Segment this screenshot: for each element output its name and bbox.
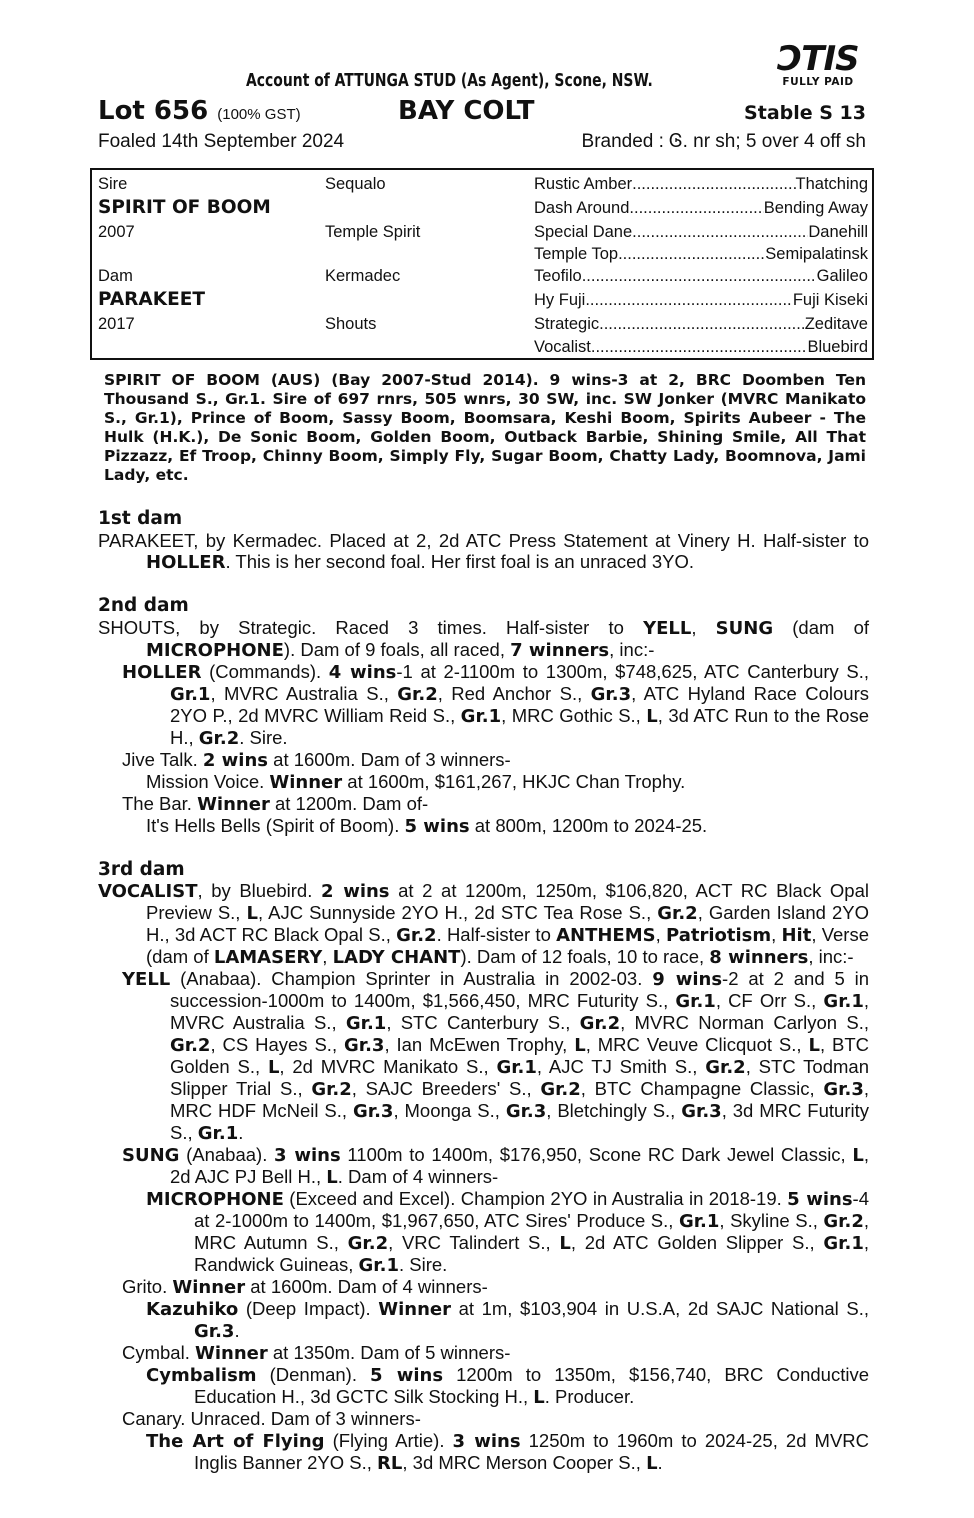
bold-run: 5 wins xyxy=(787,1189,853,1211)
text-run: Mission Voice. xyxy=(146,770,270,792)
produce-entry xyxy=(98,1342,869,1364)
bold-run: L xyxy=(808,1035,820,1057)
bold-run: Gr.3 xyxy=(344,1035,385,1057)
gg-right: Bending Away xyxy=(763,199,868,217)
text-run: , Red Anchor S., xyxy=(437,682,591,704)
bold-run: Gr.2 xyxy=(540,1079,581,1101)
bold-run: Gr.2 xyxy=(347,1233,389,1255)
text-run: , inc:- xyxy=(808,946,854,968)
text-run: Cymbal. xyxy=(122,1342,195,1364)
gg-right: Bluebird xyxy=(807,338,868,356)
bold-run: L xyxy=(646,1452,658,1474)
text-run: , SAJC Breeders' S., xyxy=(351,1078,541,1100)
text-run: Jive Talk. xyxy=(122,748,203,770)
bold-run: L xyxy=(574,1035,586,1057)
bold-run: L xyxy=(326,1167,338,1189)
bold-run: 2 wins xyxy=(202,749,269,771)
text-run: , Ian McEwen Trophy, xyxy=(384,1034,575,1056)
bold-run: RL xyxy=(377,1452,403,1474)
account-line: Account of ATTUNGA STUD (As Agent), Scone, NSW. xyxy=(246,70,653,91)
text-run: , AJC Sunnyside 2YO H., 2d STC Tea Rose S., xyxy=(257,902,658,924)
dot-leader xyxy=(599,313,805,335)
produce-entry xyxy=(98,815,869,837)
foaled-date: Foaled 14th September 2024 xyxy=(98,131,345,152)
text-run: (Denman). xyxy=(256,1364,371,1386)
bold-run: 7 winners xyxy=(510,639,610,661)
text-run: (Exceed and Excel). Champion 2YO in Australia in 2018-19. xyxy=(283,1188,788,1210)
gg-left: Hy Fuji xyxy=(534,291,586,309)
gst-note: (100% GST) xyxy=(217,106,301,123)
stallion-summary: SPIRIT OF BOOM (AUS) (Bay 2007-Stud 2014). 9 wins-3 at 2, BRC Doomben Ten Thousand S., Gr.1. Sire of 697 rnrs, 505 wnrs, 30 SW, inc. SW Jonker (MVRC Manikato S., Gr.1), Prince of Boom, Sassy Boom, Boomsara, Keshi Boom, Spirits Aubeer - The Hulk (H.K.), De Sonic Boom, Golden Boom, Outback Barbie, Shining Smile, All That Pizzazz, Ef Troop, Chinny Boom, Simply Fly, Sugar Boom, Chatty Lady, Boomnova, Jami Lady, etc. xyxy=(104,371,866,484)
text-run: at 1600m, $161,267, HKJC Chan Trophy. xyxy=(342,770,686,792)
text-run: . Sire. xyxy=(239,726,288,748)
gg-left: Teofilo xyxy=(534,267,582,285)
first-dam-text xyxy=(98,530,869,574)
bold-run: Gr.3 xyxy=(505,1101,547,1123)
bold-run: Gr.3 xyxy=(590,683,632,705)
text-run: , xyxy=(771,924,782,946)
bold-run: Gr.1 xyxy=(358,1255,399,1277)
bold-run: Gr.2 xyxy=(397,683,438,705)
bold-run: Gr.1 xyxy=(823,1233,864,1255)
bold-run: YELL xyxy=(122,969,171,991)
gg-right: Semipalatinsk xyxy=(765,245,868,263)
bold-run: Gr.1 xyxy=(197,1123,239,1145)
text-run: (Anabaa). xyxy=(179,1144,275,1166)
bold-run: 3 wins xyxy=(274,1145,341,1167)
sire-dam: Temple Spirit xyxy=(325,223,421,241)
dot-leader xyxy=(629,197,763,219)
text-run: (Anabaa). Champion Sprinter in Australia in 2002-03. xyxy=(170,968,653,990)
bold-run: L xyxy=(852,1145,864,1167)
bold-run: Gr.3 xyxy=(352,1101,394,1123)
bold-run: 3 wins xyxy=(452,1430,521,1452)
pedigree-table xyxy=(90,168,874,360)
gg-right: Fuji Kiseki xyxy=(792,291,868,309)
lot-label: Lot 656 xyxy=(98,96,209,126)
text-run: , Moonga S., xyxy=(393,1100,506,1122)
bold-run: Gr.3 xyxy=(194,1321,235,1343)
text-run: ). Dam of 12 foals, 10 to race, xyxy=(460,946,710,968)
otis-logo xyxy=(770,39,866,88)
text-run: , Randwick Guineas, xyxy=(194,1232,869,1276)
text-run: -4 at 2-1000m to 1400m, $1,967,650, ATC Sires' Produce S., xyxy=(194,1188,869,1232)
gg-right: Thatching xyxy=(795,175,868,193)
text-run: . Sire. xyxy=(398,1254,448,1276)
text-run: at 1350m. Dam of 5 winners- xyxy=(267,1342,511,1364)
bold-run: L xyxy=(246,903,258,925)
gg-right: Danehill xyxy=(808,223,868,241)
dam-dam: Shouts xyxy=(325,315,377,333)
text-run: , AJC TJ Smith S., xyxy=(536,1056,706,1078)
text-run: , CF Orr S., xyxy=(715,990,824,1012)
bold-run: HOLLER xyxy=(146,552,226,574)
text-run: , by Bluebird. xyxy=(197,880,321,902)
text-run: (Deep Impact). xyxy=(238,1298,379,1320)
text-run: , 3d MRC Merson Cooper S., xyxy=(402,1451,647,1473)
text-run: 1100m to 1400m, $176,950, Scone RC Dark Jewel Classic, xyxy=(340,1144,853,1166)
text-run: , Bletchingly S., xyxy=(546,1100,682,1122)
bold-run: Gr.1 xyxy=(678,1211,720,1233)
bold-run: The Art of Flying xyxy=(146,1430,325,1452)
text-run: -2 at 2 and 5 in succession-1000m to 1400m, $1,566,450, MRC Futurity S., xyxy=(170,968,869,1012)
text-run: ). Dam of 9 foals, all raced, xyxy=(283,638,511,660)
text-run: Canary. Unraced. Dam of 3 winners- xyxy=(122,1408,421,1430)
bold-run: Kazuhiko xyxy=(146,1299,239,1321)
bold-run: 2 wins xyxy=(320,881,390,903)
section-heading: 2nd dam xyxy=(98,595,189,617)
dot-leader xyxy=(585,289,792,311)
dot-leader xyxy=(582,265,817,287)
bold-run: Patriotism xyxy=(665,925,772,947)
gg-row xyxy=(534,173,868,195)
produce-entry xyxy=(98,1188,869,1276)
gg-row xyxy=(534,336,868,358)
bold-run: Gr.3 xyxy=(823,1079,864,1101)
gg-left: Special Dane xyxy=(534,223,633,241)
text-run: , 2d MVRC Manikato S., xyxy=(279,1056,497,1078)
text-run: -1 at 2-1100m to 1300m, $748,625, ATC Canterbury S., xyxy=(396,660,870,682)
text-run: , BTC Champagne Classic, xyxy=(580,1078,824,1100)
gg-row xyxy=(534,221,868,243)
bold-run: VOCALIST xyxy=(98,881,198,903)
gg-left: Dash Around xyxy=(534,199,630,217)
bold-run: HOLLER xyxy=(122,661,202,683)
produce-entry xyxy=(98,968,869,1144)
text-run: It's Hells Bells (Spirit of Boom). xyxy=(146,814,405,836)
second-dam-text xyxy=(98,617,869,661)
gg-left: Rustic Amber xyxy=(534,175,633,193)
text-run: , xyxy=(322,946,333,968)
produce-entry xyxy=(98,1430,869,1474)
bold-run: LADY CHANT xyxy=(332,947,461,969)
bold-run: Gr.2 xyxy=(170,1035,211,1057)
bold-run: Gr.2 xyxy=(396,925,437,947)
gg-left: Temple Top xyxy=(534,245,619,263)
bold-run: Gr.2 xyxy=(579,1013,621,1035)
sire-label: Sire xyxy=(98,175,128,193)
logo-brand: ƆTIS xyxy=(777,39,859,79)
text-run: (Flying Artie). xyxy=(324,1429,453,1451)
gg-right: Zeditave xyxy=(804,315,868,333)
bold-run: Gr.2 xyxy=(198,727,240,749)
bold-run: SUNG xyxy=(122,1145,180,1167)
brand-marks: Branded : Ꮆ. nr sh; 5 over 4 off sh xyxy=(581,131,866,152)
sire-name: SPIRIT OF BOOM xyxy=(98,197,271,218)
text-run: , MRC HDF McNeil S., xyxy=(170,1078,869,1122)
text-run: , 3d MRC Futurity S., xyxy=(170,1100,869,1144)
sire-sire: Sequalo xyxy=(325,175,386,193)
gg-left: Vocalist xyxy=(534,338,591,356)
text-run: , 3d ATC Run to the Rose H., xyxy=(170,704,869,748)
bold-run: Winner xyxy=(378,1299,451,1321)
bold-run: Winner xyxy=(269,771,343,793)
produce-entry xyxy=(98,749,869,771)
text-run: , Skyline S., xyxy=(719,1210,824,1232)
bold-run: L xyxy=(533,1387,545,1409)
lot-sex: BAY COLT xyxy=(398,96,535,126)
dot-leader xyxy=(632,173,795,195)
produce-entry xyxy=(98,1144,869,1188)
bold-run: 4 wins xyxy=(328,661,397,683)
gg-left: Strategic xyxy=(534,315,600,333)
text-run: , MRC Gothic S., xyxy=(501,704,647,726)
third-dam-text xyxy=(98,880,869,968)
text-run: , 2d ATC Golden Slipper S., xyxy=(570,1232,824,1254)
bold-run: Gr.2 xyxy=(311,1079,352,1101)
bold-run: Gr.1 xyxy=(823,991,864,1013)
dam-name: PARAKEET xyxy=(98,289,205,310)
dot-leader xyxy=(618,243,765,265)
logo-subtitle: FULLY PAID xyxy=(782,76,854,88)
text-run: at 1600m. Dam of 4 winners- xyxy=(245,1276,488,1298)
gg-row xyxy=(534,313,868,335)
text-run: SHOUTS, by Strategic. Raced 3 times. Half-sister to xyxy=(98,616,644,638)
text-run: 1200m to 1350m, $156,740, BRC Conductive Education H., 3d GCTC Silk Stocking H., xyxy=(194,1364,869,1408)
sire-year: 2007 xyxy=(98,223,135,241)
bold-run: SUNG xyxy=(715,617,774,639)
text-run: , ATC Hyland Race Colours 2YO P., 2d MVRC William Reid S., xyxy=(170,682,869,726)
bold-run: 5 wins xyxy=(404,815,470,837)
section-heading: 1st dam xyxy=(98,508,183,529)
text-run: . xyxy=(234,1320,240,1342)
text-run: The Bar. xyxy=(122,792,198,814)
text-run: , BTC Golden S., xyxy=(170,1034,869,1078)
bold-run: Winner xyxy=(197,793,270,815)
text-run: . Half-sister to xyxy=(436,924,557,946)
text-run: , xyxy=(691,616,716,638)
text-run: , MVRC Australia S., xyxy=(210,682,398,704)
text-run: at 1200m. Dam of- xyxy=(269,792,429,814)
bold-run: Winner xyxy=(172,1277,246,1299)
gg-row xyxy=(534,197,868,219)
bold-run: MICROPHONE xyxy=(146,639,284,661)
produce-entry xyxy=(98,1298,869,1342)
bold-run: L xyxy=(267,1057,280,1079)
dam-sire: Kermadec xyxy=(325,267,401,285)
bold-run: 9 wins xyxy=(652,969,723,991)
bold-run: LAMASERY xyxy=(213,947,323,969)
bold-run: 5 wins xyxy=(370,1365,444,1387)
bold-run: Gr.2 xyxy=(657,903,698,925)
produce-entry xyxy=(98,1408,869,1430)
dot-leader xyxy=(632,221,808,243)
text-run: . Producer. xyxy=(544,1386,635,1408)
bold-run: Gr.1 xyxy=(170,683,211,705)
text-run: 1250m to 1960m to 2024-25, 2d MVRC Inglis Banner 2YO S., xyxy=(194,1429,870,1473)
stable-number: Stable S 13 xyxy=(744,102,866,124)
text-run: , MRC Autumn S., xyxy=(194,1210,869,1254)
text-run: , MRC Veuve Clicquot S., xyxy=(585,1034,809,1056)
bold-run: Gr.1 xyxy=(675,991,716,1013)
text-run: PARAKEET, by Kermadec. Placed at 2, 2d ATC Press Statement at Vinery H. Half-sister to xyxy=(98,529,869,551)
produce-entry xyxy=(98,1364,869,1408)
text-run: (dam of xyxy=(773,616,870,638)
bold-run: Gr.1 xyxy=(460,705,502,727)
text-run: , VRC Talindert S., xyxy=(388,1232,560,1254)
text-run: at 1m, $103,904 in U.S.A, 2d SAJC National S., xyxy=(450,1298,869,1320)
text-run: , 2d AJC PJ Bell H., xyxy=(170,1144,869,1188)
bold-run: Gr.2 xyxy=(823,1211,864,1233)
text-run: , STC Canterbury S., xyxy=(386,1012,580,1034)
bold-run: Gr.1 xyxy=(345,1013,387,1035)
text-run: at 2 at 1200m, 1250m, $106,820, ACT RC Black Opal Preview S., xyxy=(146,880,869,924)
catalogue-body xyxy=(98,508,869,1474)
bold-run: ANTHEMS xyxy=(556,925,656,947)
text-run: , STC Todman Slipper Trial S., xyxy=(170,1056,869,1100)
produce-entry xyxy=(98,661,869,749)
gg-row xyxy=(534,243,868,265)
text-run: Grito. xyxy=(122,1276,173,1298)
text-run: . Dam of 4 winners- xyxy=(337,1166,499,1188)
gg-row xyxy=(534,265,868,287)
text-run: (Commands). xyxy=(201,660,329,682)
bold-run: Gr.1 xyxy=(496,1057,537,1079)
text-run: . This is her second foal. Her first foal is an unraced 3YO. xyxy=(225,551,695,573)
produce-entry xyxy=(98,771,869,793)
bold-run: YELL xyxy=(643,617,692,639)
gg-row xyxy=(534,289,868,311)
bold-run: 8 winners xyxy=(709,947,809,969)
text-run: , Verse (dam of xyxy=(146,924,870,968)
gg-right: Galileo xyxy=(816,267,868,285)
lot-line xyxy=(98,96,866,130)
lot-number xyxy=(98,96,301,126)
bold-run: L xyxy=(559,1233,571,1255)
dot-leader xyxy=(591,336,808,358)
section-heading: 3rd dam xyxy=(98,858,185,880)
text-run: , MVRC Australia S., xyxy=(170,990,870,1034)
text-run: . xyxy=(657,1451,663,1473)
produce-entry xyxy=(98,1276,869,1298)
text-run: , inc:- xyxy=(609,638,655,660)
text-run: , Garden Island 2YO H., 3d ACT RC Black Opal S., xyxy=(146,902,869,946)
text-run: at 800m, 1200m to 2024-25. xyxy=(469,814,708,836)
bold-run: Gr.2 xyxy=(705,1057,746,1079)
bold-run: Hit xyxy=(781,925,812,947)
text-run: , CS Hayes S., xyxy=(210,1034,344,1056)
text-run: at 1600m. Dam of 3 winners- xyxy=(268,748,511,770)
produce-entry xyxy=(98,793,869,815)
text-run: , xyxy=(655,924,666,946)
text-run: , MVRC Norman Carlyon S., xyxy=(620,1012,869,1034)
bold-run: Gr.3 xyxy=(681,1101,722,1123)
bold-run: L xyxy=(646,705,658,727)
text-run: . xyxy=(238,1122,244,1144)
bold-run: Cymbalism xyxy=(146,1365,257,1387)
bold-run: Winner xyxy=(195,1343,268,1365)
dam-label: Dam xyxy=(98,267,133,285)
dam-year: 2017 xyxy=(98,315,135,333)
bold-run: MICROPHONE xyxy=(146,1189,284,1211)
